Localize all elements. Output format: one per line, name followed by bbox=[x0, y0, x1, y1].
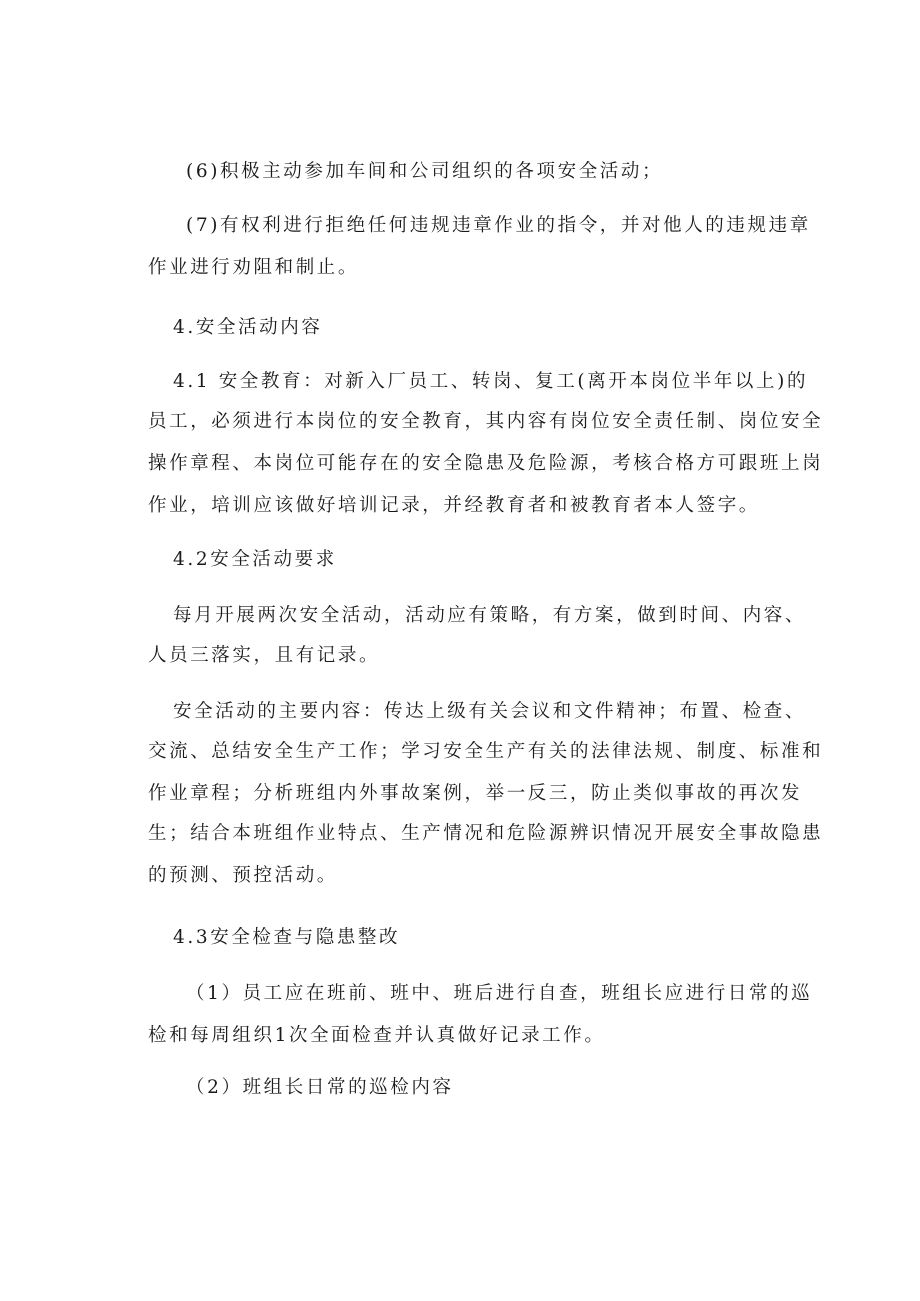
section-4-1-line-3: 操作章程、本岗位可能存在的安全隐患及危险源，考核合格方可跟班上岗 bbox=[148, 453, 824, 474]
section-4-1-line-2: 员工，必须进行本岗位的安全教育，其内容有岗位安全责任制、岗位安全 bbox=[148, 411, 824, 432]
paragraph-monthly-line-2: 人员三落实，且有记录。 bbox=[148, 645, 381, 666]
item-1-line-2: 检和每周组织1次全面检查并认真做好记录工作。 bbox=[148, 1025, 606, 1046]
item-7-line-1: (7)有权利进行拒绝任何违规违章作业的指令，并对他人的违规违章 bbox=[186, 215, 811, 236]
item-2-line-1: （2）班组长日常的巡检内容 bbox=[186, 1077, 454, 1098]
item-6-line: (6)积极主动参加车间和公司组织的各项安全活动； bbox=[186, 161, 664, 182]
section-4-2-heading: 4.2安全活动要求 bbox=[173, 549, 337, 570]
section-4-heading: 4.安全活动内容 bbox=[173, 317, 323, 338]
section-4-1-line-4: 作业，培训应该做好培训记录，并经教育者和被教育者本人签字。 bbox=[148, 495, 760, 516]
paragraph-main-content-line-4: 生；结合本班组作业特点、生产情况和危险源辨识情况开展安全事故隐患 bbox=[148, 823, 824, 844]
section-4-1-line-1: 4.1 安全教育：对新入厂员工、转岗、复工(离开本岗位半年以上)的 bbox=[173, 371, 809, 392]
section-4-3-heading: 4.3安全检查与隐患整改 bbox=[173, 927, 401, 948]
item-7-line-2: 作业进行劝阻和制止。 bbox=[148, 257, 360, 278]
item-1-line-1: （1）员工应在班前、班中、班后进行自查，班组长应进行日常的巡 bbox=[186, 983, 813, 1004]
paragraph-main-content-line-3: 作业章程；分析班组内外事故案例，举一反三，防止类似事故的再次发 bbox=[148, 783, 803, 804]
paragraph-main-content-line-1: 安全活动的主要内容：传达上级有关会议和文件精神；布置、检查、 bbox=[173, 701, 807, 722]
paragraph-main-content-line-5: 的预测、预控活动。 bbox=[148, 865, 338, 886]
paragraph-main-content-line-2: 交流、总结安全生产工作；学习安全生产有关的法律法规、制度、标准和 bbox=[148, 741, 824, 762]
paragraph-monthly-line-1: 每月开展两次安全活动，活动应有策略，有方案，做到时间、内容、 bbox=[173, 605, 807, 626]
